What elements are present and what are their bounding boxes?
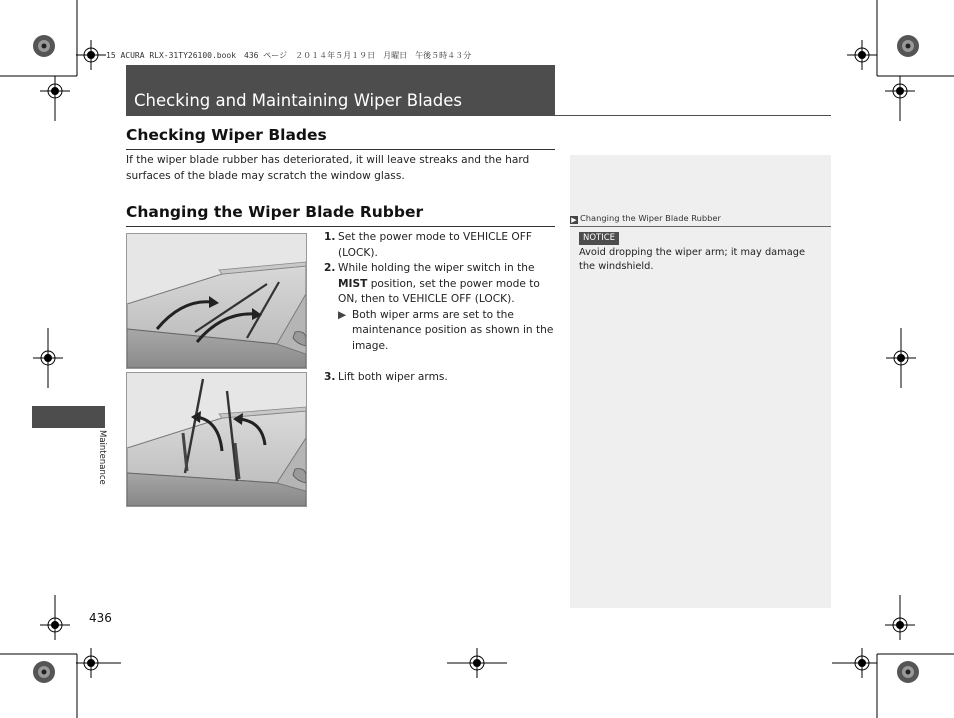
sidebar-rule	[570, 226, 831, 227]
page-number: 436	[89, 611, 112, 625]
print-header: 15 ACURA RLX-31TY26100.book 436 ページ ２０１４年５月１９日 月曜日 午後５時４３分	[106, 51, 472, 60]
step-text-pre: While holding the wiper switch in the	[338, 262, 535, 274]
checking-heading: Checking Wiper Blades	[126, 126, 327, 144]
car-windshield-illustration-2	[127, 373, 306, 506]
notice-text: Avoid dropping the wiper arm; it may damage the windshield.	[579, 247, 805, 272]
wiper-maintenance-position-illustration	[126, 233, 307, 369]
step-text: Set the power mode to VEHICLE OFF (LOCK).	[338, 231, 532, 259]
step-text-post: position, set the power mode to ON, then to VEHICLE OFF (LOCK).	[338, 277, 540, 305]
checking-body: If the wiper blade rubber has deteriorated, it will leave streaks and the hard surfaces of the blade may scratch the window glass.	[126, 154, 530, 182]
step-2	[324, 261, 556, 308]
step-1	[324, 230, 556, 261]
step-text: Lift both wiper arms.	[338, 370, 448, 383]
lift-wiper-arms-illustration	[126, 372, 307, 507]
notice-badge: NOTICE	[579, 232, 619, 245]
mist-label: MIST	[338, 277, 368, 290]
step-number: 3.	[324, 370, 336, 383]
step-2-result	[324, 308, 556, 355]
result-arrow-icon: ▶	[338, 308, 347, 321]
section-title: Checking and Maintaining Wiper Blades	[134, 91, 463, 110]
procedure-steps	[324, 230, 556, 385]
title-rule	[126, 115, 831, 116]
chapter-tab	[32, 406, 105, 428]
changing-heading: Changing the Wiper Blade Rubber	[126, 203, 424, 221]
sidebar-reference	[570, 213, 721, 224]
section-title-bar	[126, 65, 555, 115]
chapter-tab-label: Maintenance	[97, 430, 107, 485]
result-text: Both wiper arms are set to the maintenance position as shown in the image.	[352, 308, 554, 352]
step-number: 1.	[324, 231, 336, 243]
reference-arrow-icon: ▶	[571, 216, 577, 224]
changing-heading-rule	[126, 226, 555, 227]
car-windshield-illustration-1	[127, 234, 306, 368]
step-number: 2.	[324, 262, 336, 274]
checking-heading-rule	[126, 149, 555, 150]
step-3	[324, 370, 556, 386]
sidebar-reference-title: Changing the Wiper Blade Rubber	[580, 213, 721, 223]
